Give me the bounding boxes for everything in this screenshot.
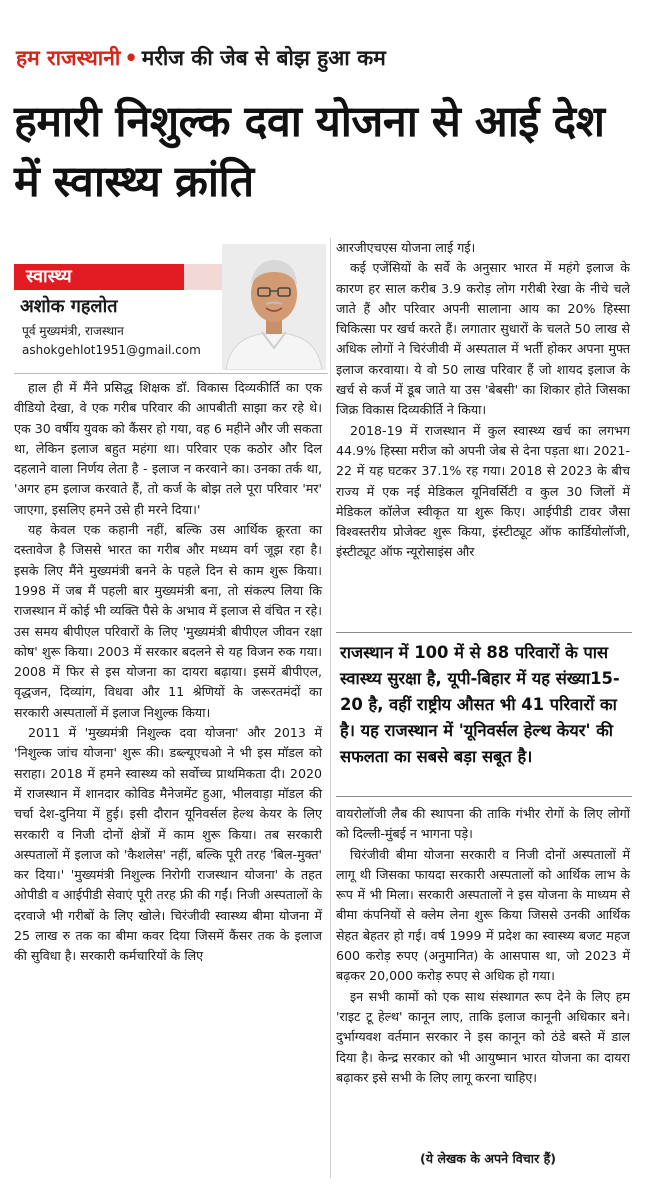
left-column [14, 378, 322, 967]
paragraph: यह केवल एक कहानी नहीं, बल्कि उस आर्थिक क्रूरता का दस्तावेज है जिससे भारत का गरीब और मध्यम वर्ग जूझ रहा है। इसके लिए मैंने मुख्यमंत्री बनने के पहले दिन से काम शुरू किया। 1998 में जब मैं पहली बार मुख्यमंत्री बना, तो संकल्प लिया कि राजस्थान में कोई भी व्यक्ति पैसे के अभाव में इलाज से वंचित न रहे। उस समय बीपीएल परिवारों के लिए 'मुख्यमंत्री बीपीएल जीवन रक्षा कोष' शुरू किया। 2003 में सरकार बदलने से यह विजन रुक गया। 2008 में फिर से इस योजना का दायरा बढ़ाया। इसमें बीपीएल, वृद्धजन, दिव्यांग, विधवा और 11 श्रेणियों के जरूरतमंदों का सरकारी अस्पतालों में इलाज निशुल्क किया। [14, 522, 322, 720]
right-column-bottom [336, 804, 630, 1088]
paragraph: इन सभी कामों को एक साथ संस्थागत रूप देने के लिए हम 'राइट टू हेल्थ' कानून लाए, ताकि इलाज कानूनी अधिकार बने। दुर्भाग्यवश वर्तमान सरकार ने इस कानून को ठंडे बस्ते में डाल दिया है। केन्द्र सरकार को भी आयुष्मान भारत योजना का दायरा बढ़ाकर इसे सभी के लिए लागू करना चाहिए। [336, 988, 630, 1085]
paragraph: 2018-19 में राजस्थान में कुल स्वास्थ्य खर्च का लगभग 44.9% हिस्सा मरीज को अपनी जेब से देना पड़ता था। 2021-22 में यह घटकर 37.1% रह गया। 2018 से 2023 के बीच राज्य में एक नई मेडिकल यूनिवर्सिटी व कुल 30 जिलों में मेडिकल कॉलेज स्वीकृत या शुरू किए। आईपीडी टावर जैसा विश्वस्तरीय प्रोजेक्ट शुरू किया, इंस्टीट्यूट ऑफ कार्डियोलॉजी, इंस्टीट्यूट ऑफ न्यूरोसाइंस और [336, 422, 630, 560]
kicker-line [16, 44, 386, 72]
paragraph: चिरंजीवी बीमा योजना सरकारी व निजी दोनों अस्पतालों में लागू थी जिसका फायदा सरकारी अस्पतालों को आर्थिक लाभ के रूप में भी मिला। सरकारी अस्पतालों ने इस योजना के माध्यम से बीमा कंपनियों से क्लेम लेना शुरू किया जिससे उनकी आर्थिक सेहत बेहतर हो गई। वर्ष 1999 में प्रदेश का स्वास्थ्य बजट महज 600 करोड़ रुपए (अनुमानित) के आसपास था, जो 2023 में बढ़कर 20,000 करोड़ रुपए से अधिक हो गया। [336, 846, 630, 984]
author-photo [222, 244, 326, 370]
paragraph: वायरोलॉजी लैब की स्थापना की ताकि गंभीर रोगों के लिए लोगों को दिल्ली-मुंबई न भागना पड़े। [336, 806, 630, 842]
byline-rule [14, 373, 328, 374]
pull-quote-bottom-rule [336, 796, 632, 797]
paragraph: हाल ही में मैंने प्रसिद्ध शिक्षक डॉ. विकास दिव्यकीर्ति का एक वीडियो देखा, वे एक गरीब परिवार की आपबीती साझा कर रहे थे। एक 30 वर्षीय युवक को कैंसर हो गया, वह 6 महीने और जी सकता था, लेकिन इलाज बहुत महंगा था। परिवार एक कठोर और दिल दहलाने वाला निर्णय लेता है - इलाज न करवाने का। उनका तर्क था, 'अगर हम इलाज करवाते हैं, तो कर्ज के बोझ तले पूरा परिवार 'मर' जाएगा, इसलिए हमने उसे ही मरने दिया।' [14, 380, 322, 517]
author-email: ashokgehlot1951@gmail.com [22, 343, 201, 357]
pull-quote: राजस्थान में 100 में से 88 परिवारों के पास स्वास्थ्य सुरक्षा है, यूपी-बिहार में यह संख्या15-20 है, वहीं राष्ट्रीय औसत भी 41 परिवारों का है। यह राजस्थान में 'यूनिवर्सल हेल्थ केयर' की सफलता का सबसे बड़ा सबूत है। [340, 643, 620, 766]
paragraph: आरजीएचएस योजना लाई गई। [336, 240, 476, 255]
paragraph: 2011 में 'मुख्यमंत्री निशुल्क दवा योजना' और 2013 में 'निशुल्क जांच योजना' शुरू की। डब्ल्यूएचओ ने भी इस मॉडल को सराहा। 2018 में हमने स्वास्थ्य को सर्वोच्च प्राथमिकता दी। 2020 में राजस्थान में शानदार कोविड मैनेजमेंट हुआ, भीलवाड़ा मॉडल की चर्चा देश-दुनिया में हुई। इसी दौरान यूनिवर्सल हेल्थ केयर के लिए सरकारी व निजी दोनों क्षेत्रों में काम शुरू किया। तब सरकारी अस्पतालों में इलाज को 'कैशलेस' नहीं, बल्कि पूरी तरह 'बिल-मुक्त' कर दिया।' 'मुख्यमंत्री निशुल्क निरोगी राजस्थान योजना' के तहत ओपीडी व आईपीडी सेवाएं पूरी तरह फ्री की गईं। निजी अस्पतालों के दरवाजे भी गरीबों के लिए खोले। चिरंजीवी स्वास्थ्य बीमा योजना में 25 लाख रु तक का बीमा कवर दिया जिसमें कैंसर तक के इलाज की सुविधा है। सरकारी कर्मचारियों के लिए [14, 725, 322, 964]
author-name: अशोक गहलोत [20, 296, 118, 317]
column-divider [330, 238, 331, 1178]
series-title: हम राजस्थानी [16, 46, 121, 70]
section-tag: स्वास्थ्य [14, 264, 184, 290]
author-portrait-icon [222, 244, 326, 370]
paragraph: कई एजेंसियों के सर्वे के अनुसार भारत में महंगे इलाज के कारण हर साल करीब 3.9 करोड़ लोग गरीबी रेखा के नीचे चले जाते हैं और परिवार अपनी सालाना आय का 20% हिस्सा चिकित्सा पर खर्च करते हैं। लगातार सुधारों के चलते 50 लाख से अधिक लोगों ने चिरंजीवी में अस्पताल में भर्ती होकर अपना मुफ्त इलाज करवाया। ये वो 50 लाख परिवार हैं जो शायद इलाज के खर्च से कर्ज में डूब जाते या उस 'बेबसी' का शिकार होते जिसका जिक्र विकास दिव्यकीर्ति ने किया। [336, 260, 630, 418]
kicker-subtitle: मरीज की जेब से बोझ हुआ कम [141, 46, 386, 70]
right-column-top [336, 238, 630, 563]
separator-dot: • [124, 46, 138, 70]
headline: हमारी निशुल्क दवा योजना से आई देश में स्वास्थ्य क्रांति [14, 97, 605, 207]
disclaimer: (ये लेखक के अपने विचार हैं) [420, 1151, 557, 1166]
pull-quote-top-rule [336, 632, 632, 633]
author-role: पूर्व मुख्यमंत्री, राजस्थान [22, 324, 124, 338]
